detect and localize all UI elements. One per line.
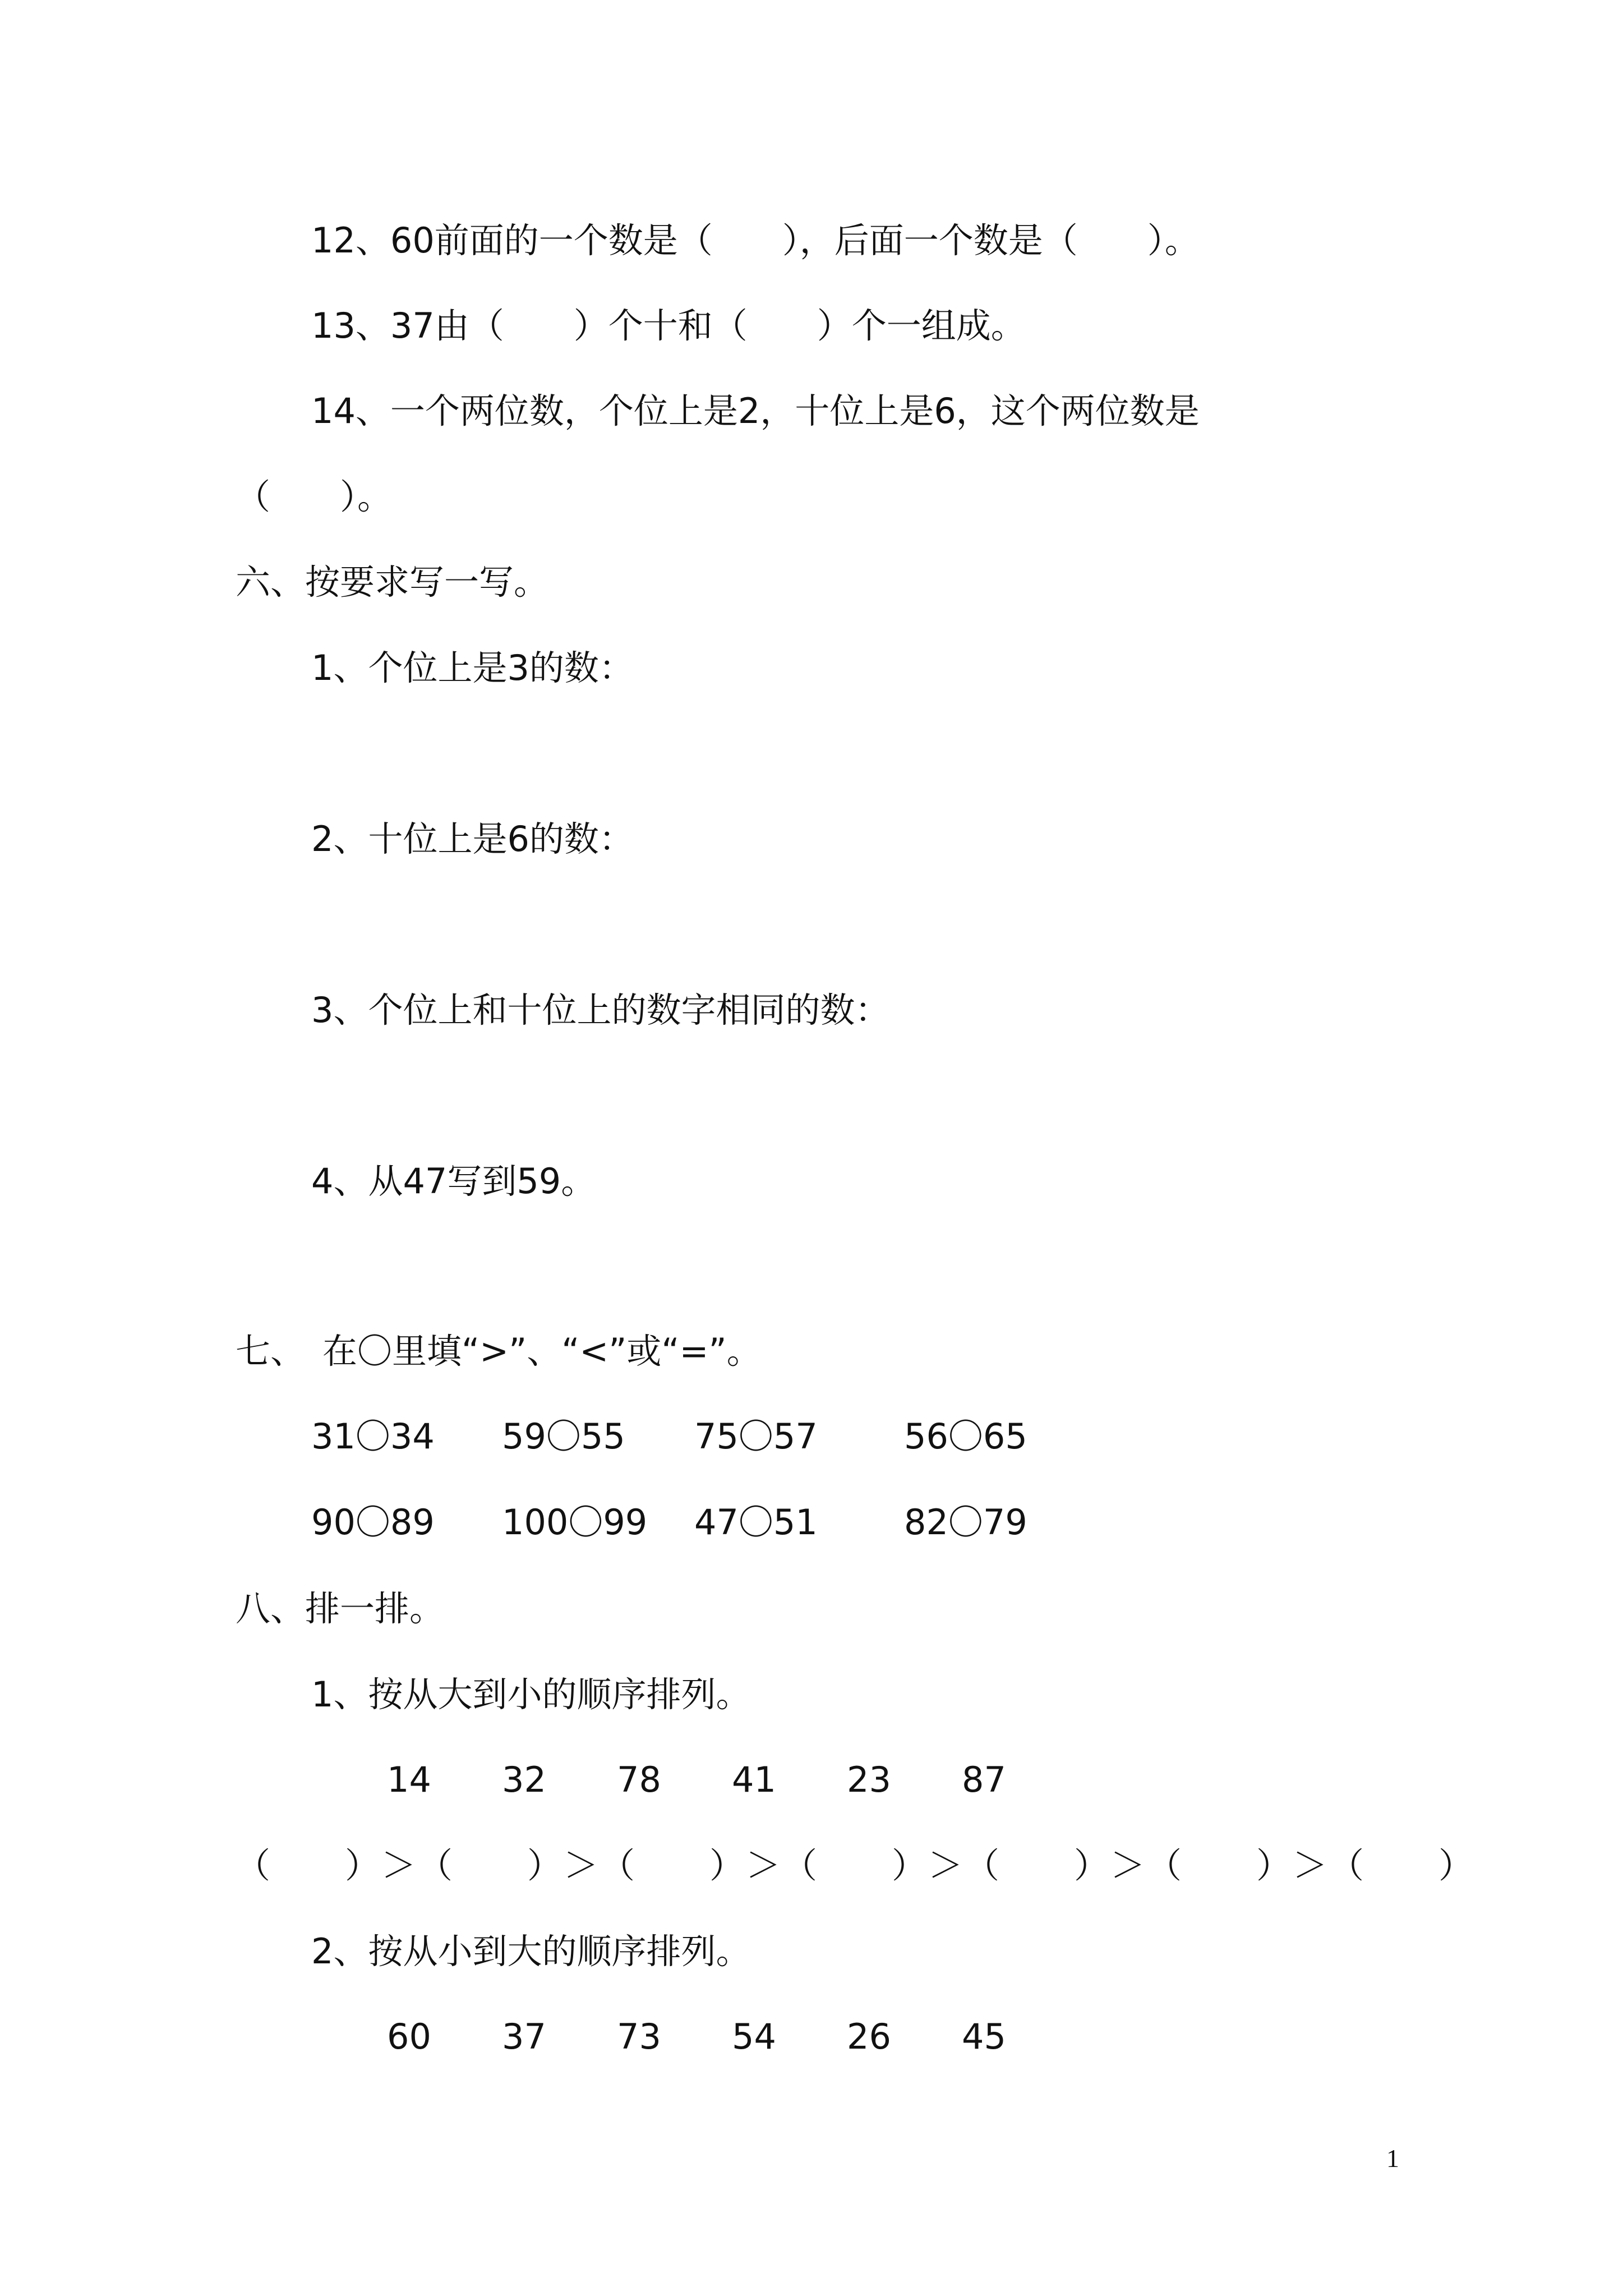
answer-blanks: （ ）＞（ ）＞（ ）＞（ ）＞（ ）＞（ ）＞（ ） [236,1845,1476,1886]
question-12: 12、60前面的一个数是（ ），后面一个数是（ ）。 [311,220,1200,261]
question-13: 13、37由（ ）个十和（ ）个一组成。 [311,305,1026,346]
number-to-sort: 73 [617,2016,661,2057]
section-8-title: 八、排一排。 [236,1588,445,1629]
number-to-sort: 41 [732,1759,776,1800]
section-6-title: 六、按要求写一写。 [236,562,549,602]
compare-item: 82〇79 [904,1502,1027,1543]
section-7-title: 七、 在〇里填“>”、“<”或“=”。 [236,1331,762,1372]
number-to-sort: 37 [502,2016,546,2057]
section-8-item-2: 2、按从小到大的顺序排列。 [311,1931,751,1972]
compare-item: 100〇99 [502,1502,648,1543]
compare-item: 90〇89 [311,1502,435,1543]
compare-item: 59〇55 [502,1416,625,1457]
question-14-line2: （ ）。 [236,476,393,517]
page-number: 1 [1386,2144,1399,2173]
compare-item: 75〇57 [694,1416,818,1457]
number-to-sort: 26 [847,2016,891,2057]
section-6-item-4: 4、从47写到59。 [311,1161,596,1202]
section-6-item-1: 1、个位上是3的数： [311,647,634,688]
number-to-sort: 60 [387,2016,431,2057]
compare-item: 47〇51 [694,1502,818,1543]
number-to-sort: 87 [962,1759,1006,1800]
number-to-sort: 54 [732,2016,776,2057]
section-6-item-3: 3、个位上和十位上的数字相同的数： [311,990,890,1030]
number-to-sort: 23 [847,1759,891,1800]
section-6-item-2: 2、十位上是6的数： [311,818,634,859]
section-8-item-1: 1、按从大到小的顺序排列。 [311,1674,751,1715]
question-14-line1: 14、一个两位数，个位上是2，十位上是6，这个两位数是 [311,390,1200,431]
compare-item: 56〇65 [904,1416,1027,1457]
number-to-sort: 32 [502,1759,546,1800]
number-to-sort: 14 [387,1759,431,1800]
compare-item: 31〇34 [311,1416,435,1457]
number-to-sort: 45 [962,2016,1006,2057]
number-to-sort: 78 [617,1759,661,1800]
